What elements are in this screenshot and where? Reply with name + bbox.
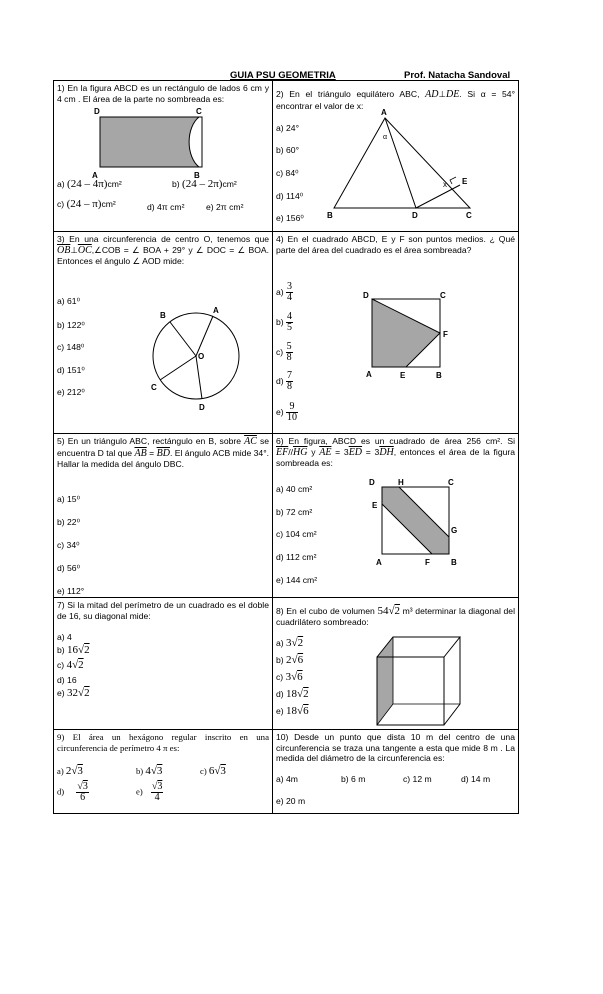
question-8-text: 8) En el cubo de volumen 54√2 m³ determinar la diagonal del cuadrilátero sombreado: bbox=[276, 605, 515, 627]
q3-label-a: A bbox=[213, 306, 219, 315]
question-9-text: 9) El área un hexágono regular inscrito en una circunferencia de perímetro 4 π es: bbox=[57, 732, 269, 753]
q2-option-d[interactable]: d) 114⁰ bbox=[276, 191, 304, 201]
question-8 bbox=[273, 598, 519, 730]
q5-option-b[interactable]: b) 22⁰ bbox=[57, 517, 81, 527]
q1-label-a: A bbox=[92, 171, 98, 180]
q2-label-e: E bbox=[462, 177, 468, 186]
q2-triangle-figure bbox=[273, 81, 519, 232]
author-name: Prof. Natacha Sandoval bbox=[404, 70, 511, 81]
q3-label-d: D bbox=[199, 403, 205, 412]
questions-table bbox=[53, 80, 519, 814]
q8-option-a[interactable]: a) 3√2 bbox=[276, 637, 304, 649]
q5-option-c[interactable]: c) 34⁰ bbox=[57, 540, 80, 550]
q7-option-a[interactable]: a) 4 bbox=[57, 632, 72, 642]
q3-option-d[interactable]: d) 151⁰ bbox=[57, 365, 85, 375]
question-2 bbox=[273, 81, 519, 232]
q7-option-e[interactable]: e) 32√2 bbox=[57, 687, 90, 699]
q6-label-h: H bbox=[398, 478, 404, 487]
question-1 bbox=[54, 81, 273, 232]
question-7 bbox=[54, 598, 273, 730]
q4-label-b: B bbox=[436, 371, 442, 380]
q6-option-d[interactable]: d) 112 cm² bbox=[276, 552, 317, 562]
q6-label-b: B bbox=[451, 558, 457, 567]
q2-label-d: D bbox=[412, 211, 418, 220]
q2-label-b: B bbox=[327, 211, 333, 220]
q3-option-c[interactable]: c) 148⁰ bbox=[57, 342, 85, 352]
q3-option-b[interactable]: b) 122⁰ bbox=[57, 320, 85, 330]
q4-option-d[interactable]: d) $\frac{7}{8}$ bbox=[276, 370, 293, 392]
q6-label-c: C bbox=[448, 478, 454, 487]
q2-option-e[interactable]: e) 156⁰ bbox=[276, 213, 304, 223]
q6-label-f: F bbox=[425, 558, 430, 567]
q6-label-g: G bbox=[451, 526, 458, 535]
q6-square-figure bbox=[273, 434, 519, 598]
q6-label-d: D bbox=[369, 478, 375, 487]
q5-option-d[interactable]: d) 56⁰ bbox=[57, 563, 81, 573]
question-2-text: 2) En el triángulo equilátero ABC, $\overline{AD}\perp\overline{DE}$. Si α = 54° encontrar el valor de x: bbox=[276, 89, 515, 109]
q1-option-b[interactable]: b) (24 – 2π)cm² bbox=[172, 178, 237, 190]
q4-label-f: F bbox=[443, 330, 448, 339]
q4-option-e[interactable]: e) $\frac{9}{10}$ bbox=[276, 401, 298, 423]
question-10 bbox=[273, 730, 519, 814]
question-1-text: 1) En la figura ABCD es un rectángulo de lados 6 cm y 4 cm . El área de la parte no sombreada es: bbox=[57, 83, 269, 104]
q7-option-d[interactable]: d) 16 bbox=[57, 675, 77, 685]
q1-option-a[interactable]: a) (24 – 4π)cm² bbox=[57, 178, 122, 190]
q6-option-c[interactable]: c) 104 cm² bbox=[276, 529, 317, 539]
q10-option-a[interactable]: a) 4m bbox=[276, 774, 298, 784]
document-title: GUIA PSU GEOMETRIA bbox=[230, 70, 336, 81]
q3-circle-figure bbox=[54, 232, 273, 434]
q6-option-e[interactable]: e) 144 cm² bbox=[276, 575, 318, 585]
q8-option-c[interactable]: c) 3√6 bbox=[276, 671, 303, 683]
q4-label-c: C bbox=[440, 291, 446, 300]
question-10-text: 10) Desde un punto que dista 10 m del centro de una circunferencia se traza una tangente a esta que mide 8 m . La medida del diámetro de la circunferencia es: bbox=[276, 732, 515, 764]
q6-label-e: E bbox=[372, 501, 378, 510]
q4-label-e: E bbox=[400, 371, 406, 380]
q8-option-e[interactable]: e) 18√6 bbox=[276, 705, 309, 717]
q9-option-e[interactable]: e) $\frac{√3}{4}$ bbox=[136, 781, 163, 803]
q10-option-e[interactable]: e) 20 m bbox=[276, 796, 306, 806]
q10-option-c[interactable]: c) 12 m bbox=[403, 774, 432, 784]
q1-option-c[interactable]: c) (24 – π)cm² bbox=[57, 198, 116, 210]
q1-label-b: B bbox=[194, 171, 200, 180]
q4-label-d: D bbox=[363, 291, 369, 300]
q1-label-c: C bbox=[196, 107, 202, 116]
question-5-text: 5) En un triángulo ABC, rectángulo en B, sobre $\overline{AC}$ se encuentra D tal que $\overline{AB} = \overline{BD}$. El ángulo ACB mide 34°. Hallar la medida del ángulo DBC. bbox=[57, 436, 270, 470]
q3-option-e[interactable]: e) 212⁰ bbox=[57, 387, 85, 397]
q2-label-x: x bbox=[443, 180, 447, 189]
q7-option-c[interactable]: c) 4√2 bbox=[57, 659, 84, 671]
q3-label-b: B bbox=[160, 311, 166, 320]
q2-label-alpha: α bbox=[383, 134, 388, 141]
q6-option-a[interactable]: a) 40 cm² bbox=[276, 484, 313, 494]
q1-label-d: D bbox=[94, 107, 100, 116]
q2-label-c: C bbox=[466, 211, 472, 220]
q4-square-figure bbox=[273, 232, 519, 434]
q6-label-a: A bbox=[376, 558, 382, 567]
q4-option-c[interactable]: c) $\frac{5}{8}$ bbox=[276, 341, 292, 363]
q4-option-a[interactable]: a) $\frac{3}{4}$ bbox=[276, 281, 293, 303]
question-7-text: 7) Si la mitad del perímetro de un cuadrado es el doble de 16, su diagonal mide: bbox=[57, 600, 269, 621]
question-4 bbox=[273, 232, 519, 434]
q5-option-e[interactable]: e) 112° bbox=[57, 586, 85, 596]
q2-label-a: A bbox=[381, 108, 387, 117]
q7-option-b[interactable]: b) 16√2 bbox=[57, 644, 90, 656]
q10-option-b[interactable]: b) 6 m bbox=[341, 774, 366, 784]
question-9 bbox=[54, 730, 273, 814]
question-4-text: 4) En el cuadrado ABCD, E y F son puntos medios. ¿ Qué parte del área del cuadrado es el área sombreada? bbox=[276, 234, 515, 255]
q3-label-c: C bbox=[151, 383, 157, 392]
q3-option-a[interactable]: a) 61⁰ bbox=[57, 296, 81, 306]
q9-option-a[interactable]: a) 2√3 bbox=[57, 765, 83, 777]
q4-label-a: A bbox=[366, 370, 372, 379]
q9-option-b[interactable]: b) 4√3 bbox=[136, 765, 163, 777]
q5-option-a[interactable]: a) 15⁰ bbox=[57, 494, 81, 504]
question-6 bbox=[273, 434, 519, 598]
question-3-text: 3) En una circunferencia de centro O, tenemos que $\overline{OB}\perp\overline{OC},\angle COB$ = ∠ BOA + 29° y ∠ DOC = ∠ BOA. Entonces el ángulo ∠ AOD mide: bbox=[57, 234, 269, 267]
q4-option-b[interactable]: b) $\frac{4}{5}$ bbox=[276, 311, 293, 333]
q2-option-a[interactable]: a) 24° bbox=[276, 123, 300, 133]
q3-label-o: O bbox=[198, 352, 205, 361]
q1-option-e[interactable]: e) 2π cm² bbox=[206, 202, 244, 212]
question-3 bbox=[54, 232, 273, 434]
q2-option-b[interactable]: b) 60° bbox=[276, 145, 300, 155]
q9-option-c[interactable]: c) 6√3 bbox=[200, 765, 226, 777]
q9-option-d[interactable]: d) $\frac{√3}{6}$ bbox=[57, 781, 88, 803]
question-5 bbox=[54, 434, 273, 598]
q8-option-b[interactable]: b) 2√6 bbox=[276, 654, 304, 666]
q2-option-c[interactable]: c) 84⁰ bbox=[276, 168, 299, 178]
q6-option-b[interactable]: b) 72 cm² bbox=[276, 507, 313, 517]
q8-cube-figure bbox=[273, 598, 519, 730]
q1-option-d[interactable]: d) 4π cm² bbox=[147, 202, 185, 212]
q10-option-d[interactable]: d) 14 m bbox=[461, 774, 491, 784]
q8-option-d[interactable]: d) 18√2 bbox=[276, 688, 309, 700]
question-6-text: 6) En figura, ABCD es un cuadrado de área 256 cm². Si $\overline{EF}//\overline{HG}$ y $\overline{AE} = 3\overline{ED} = 3\overline{DH}$, entonces el área de la figura sombreada es: bbox=[276, 436, 516, 469]
